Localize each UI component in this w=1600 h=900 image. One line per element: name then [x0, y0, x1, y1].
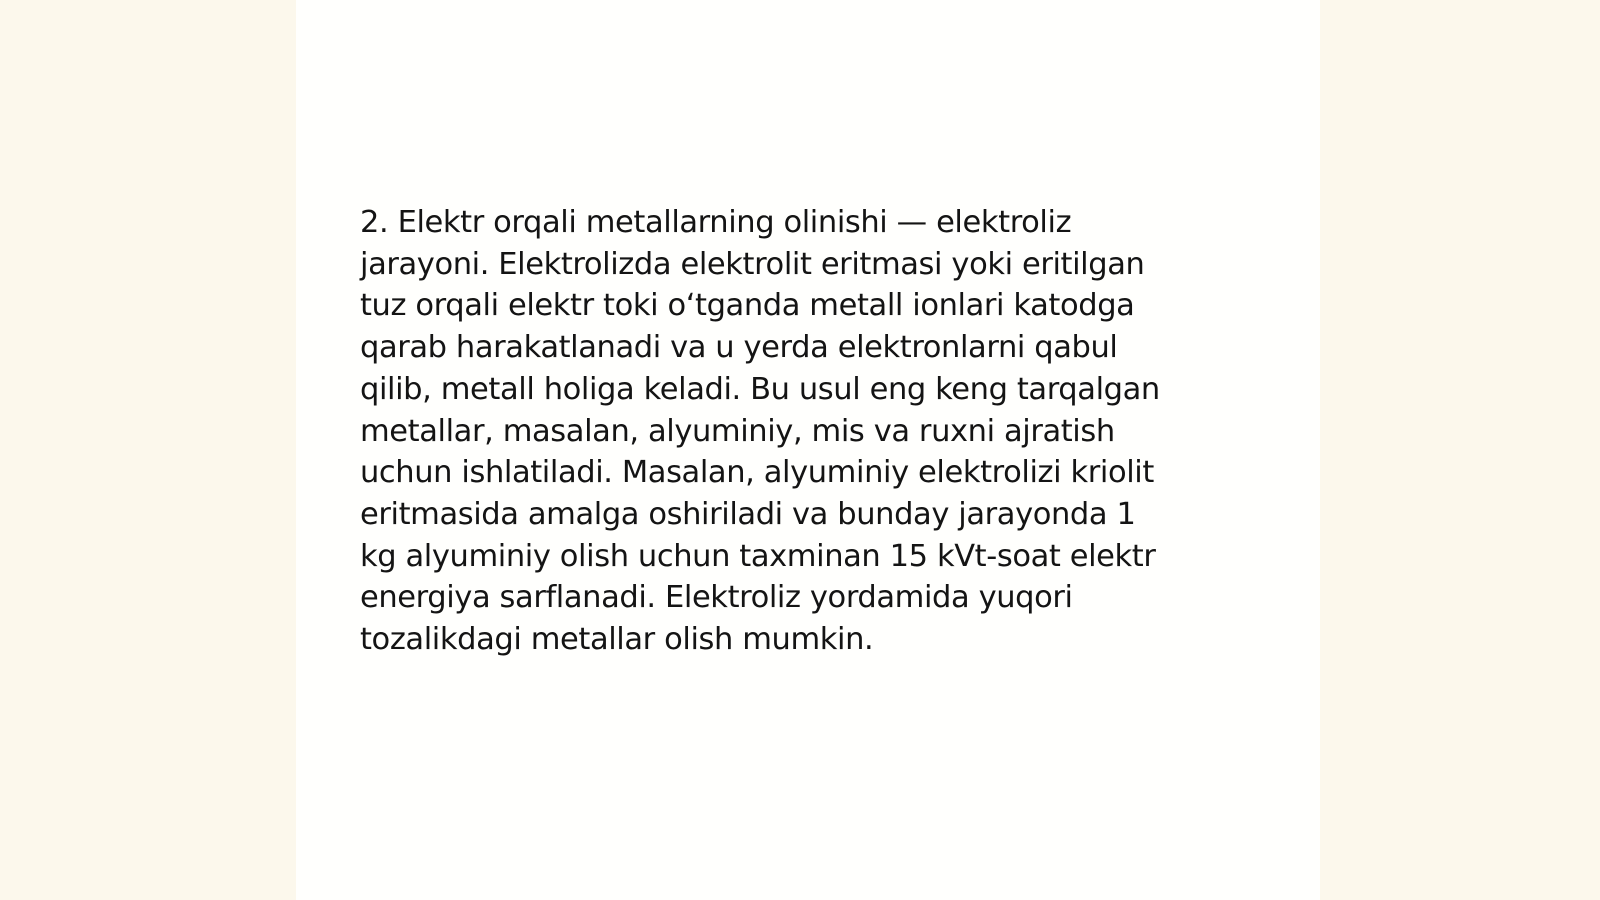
- paragraph-line: uchun ishlatiladi. Masalan, alyuminiy elektrolizi kriolit: [360, 455, 1154, 491]
- paragraph-line: qarab harakatlanadi va u yerda elektronlarni qabul: [360, 330, 1118, 366]
- left-margin-panel: [0, 0, 296, 900]
- paragraph-line: jarayoni. Elektrolizda elektrolit eritmasi yoki eritilgan: [360, 246, 1145, 282]
- paragraph-line: 2. Elektr orqali metallarning olinishi — elektroliz: [360, 205, 1072, 240]
- slide-body-paragraph: [360, 202, 1260, 661]
- paragraph-line: tuz orqali elektr toki o‘tganda metall ionlari katodga: [360, 288, 1135, 324]
- paragraph-line: energiya sarflanadi. Elektroliz yordamida yuqori: [360, 580, 1073, 616]
- right-margin-panel: [1320, 0, 1600, 900]
- paragraph-line: eritmasida amalga oshiriladi va bunday jarayonda 1: [360, 496, 1136, 532]
- paragraph-line: metallar, masalan, alyuminiy, mis va ruxni ajratish: [360, 413, 1115, 449]
- slide-canvas: [296, 0, 1320, 900]
- paragraph-line: tozalikdagi metallar olish mumkin.: [360, 622, 874, 658]
- paragraph-line: kg alyuminiy olish uchun taxminan 15 kVt-soat elektr: [360, 538, 1156, 574]
- paragraph-line: qilib, metall holiga keladi. Bu usul eng keng tarqalgan: [360, 371, 1160, 407]
